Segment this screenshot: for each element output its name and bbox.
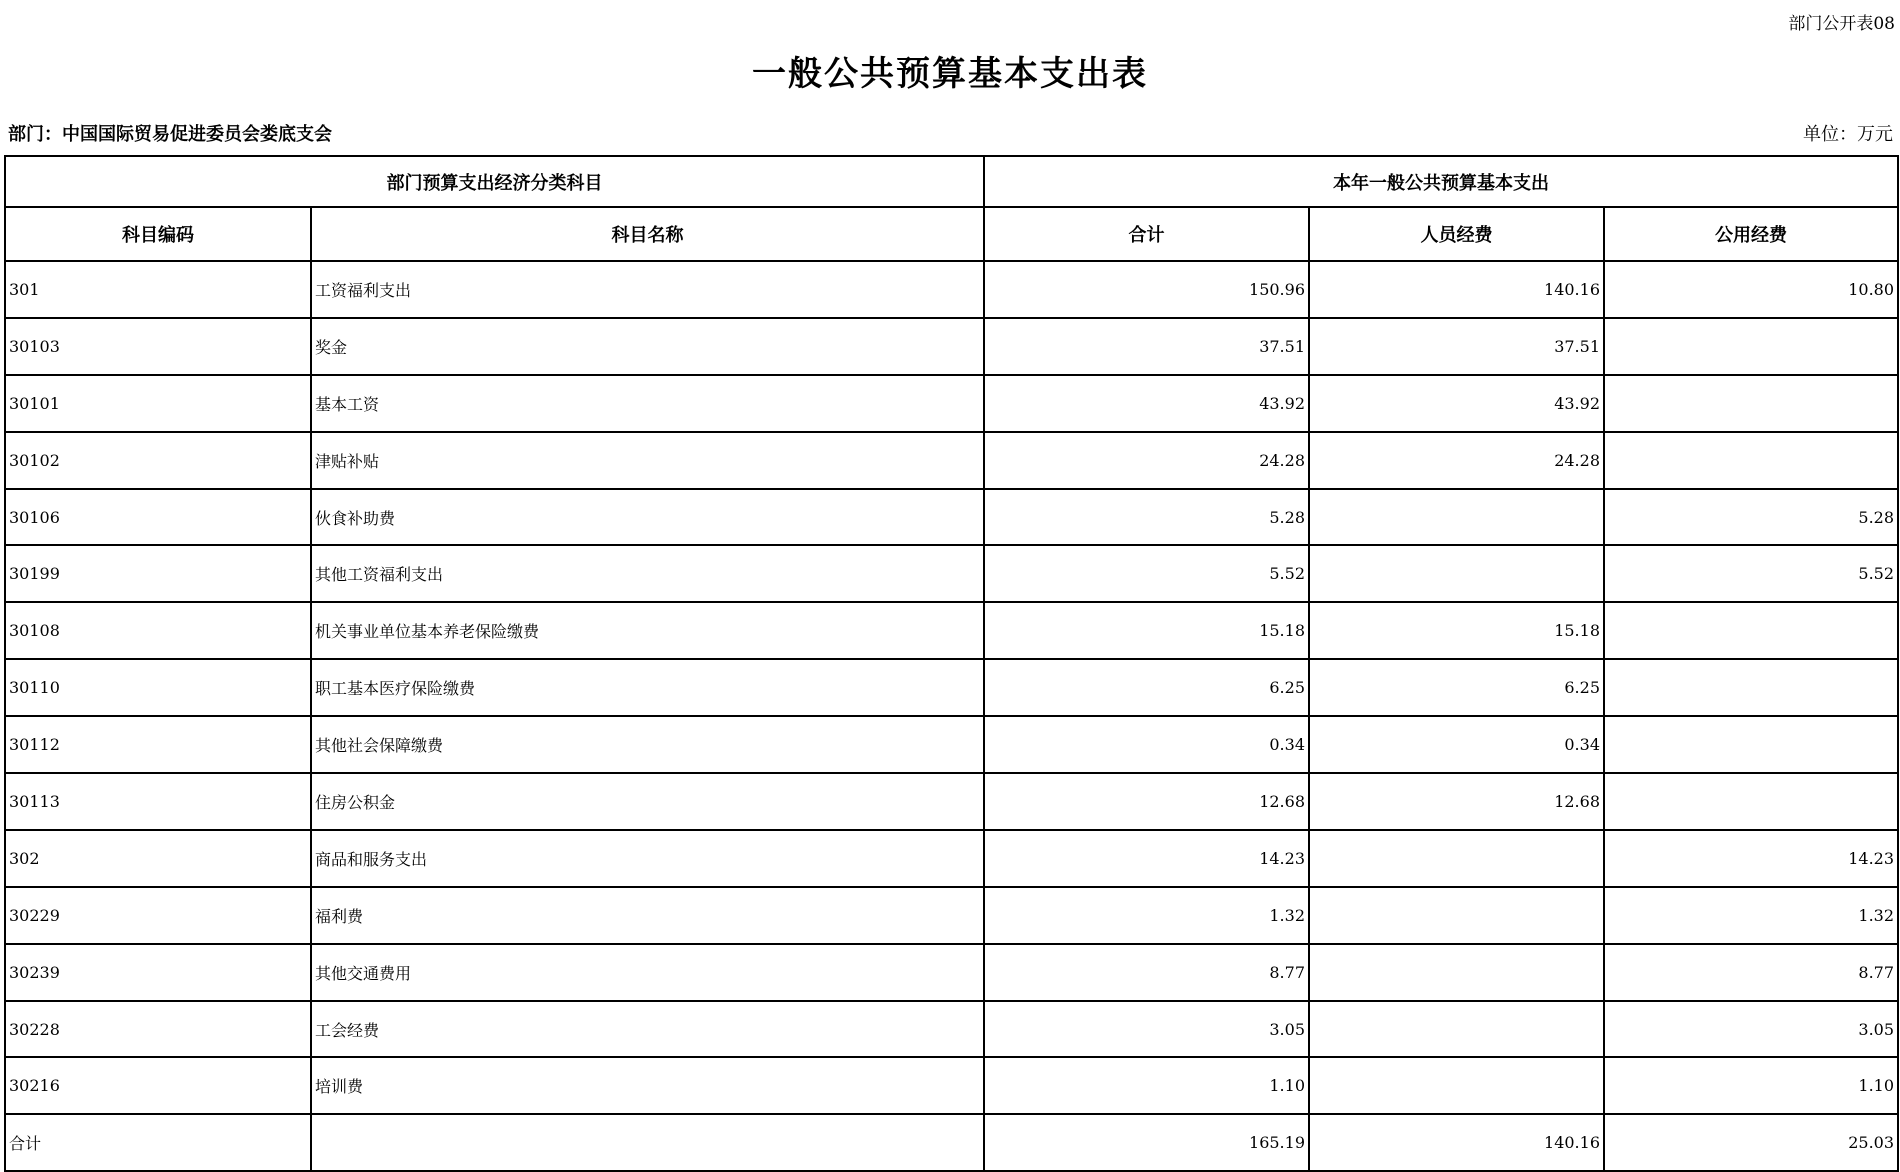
cell-code: 30106 bbox=[5, 489, 311, 546]
table-row bbox=[5, 887, 1898, 944]
form-number: 部门公开表08 bbox=[1788, 14, 1895, 34]
table-row bbox=[5, 659, 1898, 716]
cell-total: 0.34 bbox=[984, 716, 1309, 773]
table-row bbox=[5, 375, 1898, 432]
total-row bbox=[5, 1114, 1898, 1171]
table-row bbox=[5, 545, 1898, 602]
total-public: 25.03 bbox=[1604, 1114, 1898, 1171]
table-row bbox=[5, 1001, 1898, 1058]
table-row bbox=[5, 830, 1898, 887]
cell-public bbox=[1604, 318, 1898, 375]
table-row bbox=[5, 489, 1898, 546]
cell-total: 15.18 bbox=[984, 602, 1309, 659]
table-row bbox=[5, 432, 1898, 489]
cell-total: 150.96 bbox=[984, 261, 1309, 318]
table-row bbox=[5, 773, 1898, 830]
cell-name: 培训费 bbox=[311, 1057, 984, 1114]
cell-public: 1.10 bbox=[1604, 1057, 1898, 1114]
cell-name: 住房公积金 bbox=[311, 773, 984, 830]
cell-code: 301 bbox=[5, 261, 311, 318]
cell-personnel: 15.18 bbox=[1309, 602, 1604, 659]
cell-name: 其他交通费用 bbox=[311, 944, 984, 1001]
cell-name: 工会经费 bbox=[311, 1001, 984, 1058]
cell-code: 30112 bbox=[5, 716, 311, 773]
table-row bbox=[5, 602, 1898, 659]
table-row bbox=[5, 318, 1898, 375]
cell-personnel bbox=[1309, 1001, 1604, 1058]
cell-code: 30239 bbox=[5, 944, 311, 1001]
header-name: 科目名称 bbox=[311, 207, 984, 261]
cell-personnel bbox=[1309, 1057, 1604, 1114]
cell-public bbox=[1604, 432, 1898, 489]
header-total: 合计 bbox=[984, 207, 1309, 261]
header-column-row bbox=[5, 207, 1898, 261]
cell-name: 伙食补助费 bbox=[311, 489, 984, 546]
cell-public bbox=[1604, 716, 1898, 773]
cell-name: 福利费 bbox=[311, 887, 984, 944]
cell-name: 机关事业单位基本养老保险缴费 bbox=[311, 602, 984, 659]
cell-personnel: 0.34 bbox=[1309, 716, 1604, 773]
cell-code: 30108 bbox=[5, 602, 311, 659]
cell-name: 职工基本医疗保险缴费 bbox=[311, 659, 984, 716]
cell-public: 5.52 bbox=[1604, 545, 1898, 602]
table-row bbox=[5, 944, 1898, 1001]
cell-personnel bbox=[1309, 887, 1604, 944]
cell-code: 30199 bbox=[5, 545, 311, 602]
cell-personnel bbox=[1309, 545, 1604, 602]
cell-code: 30229 bbox=[5, 887, 311, 944]
cell-name: 基本工资 bbox=[311, 375, 984, 432]
total-name bbox=[311, 1114, 984, 1171]
cell-code: 302 bbox=[5, 830, 311, 887]
cell-total: 5.28 bbox=[984, 489, 1309, 546]
cell-total: 43.92 bbox=[984, 375, 1309, 432]
total-label: 合计 bbox=[5, 1114, 311, 1171]
cell-public: 14.23 bbox=[1604, 830, 1898, 887]
cell-personnel: 12.68 bbox=[1309, 773, 1604, 830]
total-personnel: 140.16 bbox=[1309, 1114, 1604, 1171]
table-row bbox=[5, 261, 1898, 318]
cell-public: 3.05 bbox=[1604, 1001, 1898, 1058]
cell-public bbox=[1604, 773, 1898, 830]
cell-name: 其他社会保障缴费 bbox=[311, 716, 984, 773]
cell-public bbox=[1604, 602, 1898, 659]
cell-personnel bbox=[1309, 489, 1604, 546]
cell-total: 1.32 bbox=[984, 887, 1309, 944]
cell-public bbox=[1604, 375, 1898, 432]
cell-name: 津贴补贴 bbox=[311, 432, 984, 489]
cell-personnel: 37.51 bbox=[1309, 318, 1604, 375]
cell-public bbox=[1604, 659, 1898, 716]
cell-code: 30216 bbox=[5, 1057, 311, 1114]
header-public: 公用经费 bbox=[1604, 207, 1898, 261]
cell-total: 3.05 bbox=[984, 1001, 1309, 1058]
cell-code: 30113 bbox=[5, 773, 311, 830]
cell-public: 1.32 bbox=[1604, 887, 1898, 944]
department-label: 部门：中国国际贸易促进委员会娄底支会 bbox=[8, 124, 332, 145]
cell-total: 37.51 bbox=[984, 318, 1309, 375]
cell-personnel: 24.28 bbox=[1309, 432, 1604, 489]
cell-personnel bbox=[1309, 830, 1604, 887]
header-economic-classification: 部门预算支出经济分类科目 bbox=[5, 156, 984, 207]
cell-total: 12.68 bbox=[984, 773, 1309, 830]
total-sum: 165.19 bbox=[984, 1114, 1309, 1171]
cell-total: 5.52 bbox=[984, 545, 1309, 602]
cell-code: 30101 bbox=[5, 375, 311, 432]
cell-name: 奖金 bbox=[311, 318, 984, 375]
cell-code: 30110 bbox=[5, 659, 311, 716]
header-personnel: 人员经费 bbox=[1309, 207, 1604, 261]
cell-total: 1.10 bbox=[984, 1057, 1309, 1114]
cell-personnel bbox=[1309, 944, 1604, 1001]
cell-name: 工资福利支出 bbox=[311, 261, 984, 318]
cell-public: 10.80 bbox=[1604, 261, 1898, 318]
table-row bbox=[5, 1057, 1898, 1114]
budget-table bbox=[4, 155, 1899, 1172]
cell-total: 24.28 bbox=[984, 432, 1309, 489]
cell-total: 8.77 bbox=[984, 944, 1309, 1001]
cell-personnel: 140.16 bbox=[1309, 261, 1604, 318]
cell-name: 商品和服务支出 bbox=[311, 830, 984, 887]
cell-name: 其他工资福利支出 bbox=[311, 545, 984, 602]
header-code: 科目编码 bbox=[5, 207, 311, 261]
cell-code: 30102 bbox=[5, 432, 311, 489]
cell-code: 30103 bbox=[5, 318, 311, 375]
cell-code: 30228 bbox=[5, 1001, 311, 1058]
cell-total: 14.23 bbox=[984, 830, 1309, 887]
cell-public: 5.28 bbox=[1604, 489, 1898, 546]
table-row bbox=[5, 716, 1898, 773]
page-title: 一般公共预算基本支出表 bbox=[752, 54, 1148, 94]
unit-label: 单位：万元 bbox=[1803, 124, 1893, 145]
cell-public: 8.77 bbox=[1604, 944, 1898, 1001]
cell-total: 6.25 bbox=[984, 659, 1309, 716]
header-basic-expenditure: 本年一般公共预算基本支出 bbox=[984, 156, 1898, 207]
cell-personnel: 43.92 bbox=[1309, 375, 1604, 432]
header-group-row bbox=[5, 156, 1898, 207]
cell-personnel: 6.25 bbox=[1309, 659, 1604, 716]
